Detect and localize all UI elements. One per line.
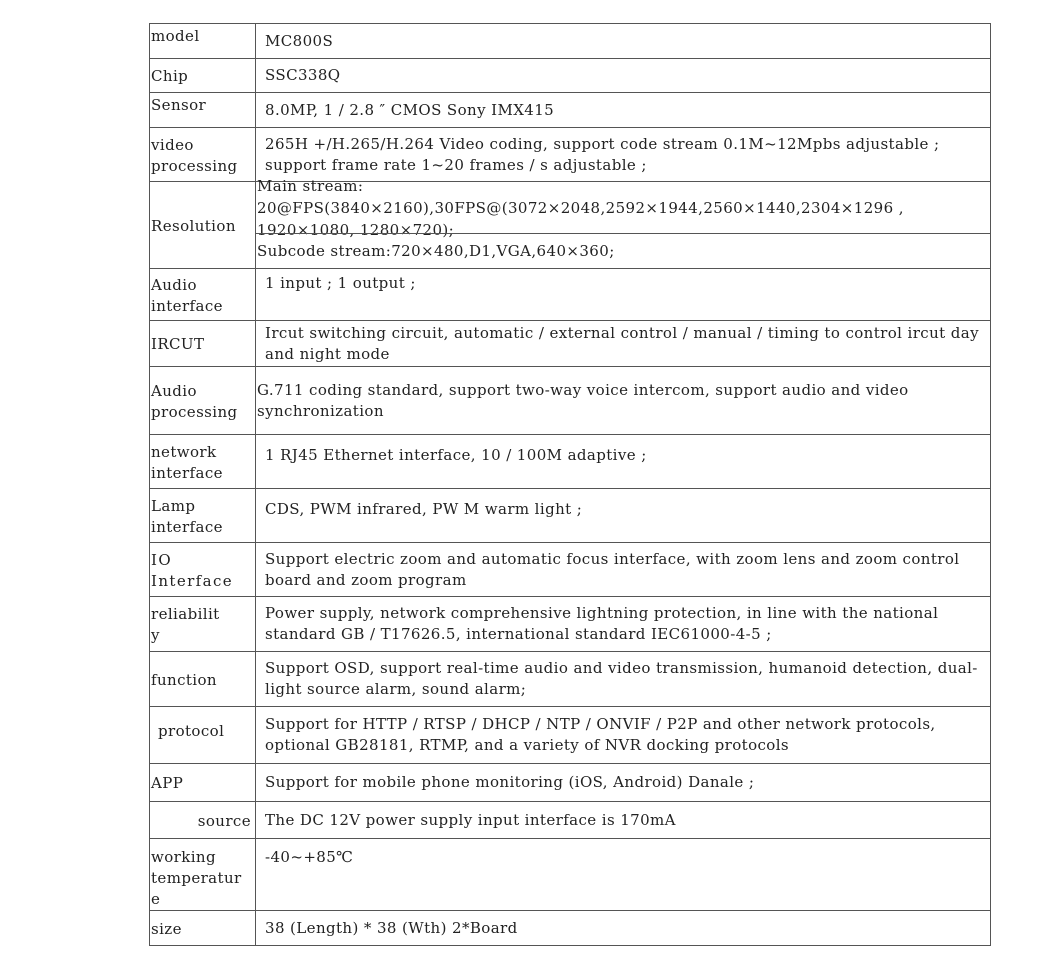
value-source: The DC 12V power supply input interface is 170mA [256, 802, 991, 838]
label-resolution: Resolution [150, 182, 256, 268]
value-working-temperature: -40~+85℃ [256, 839, 991, 910]
table-row-app [150, 764, 991, 802]
value-size: 38 (Length) * 38 (Wth) 2*Board [256, 911, 991, 945]
label-app: APP [150, 764, 256, 801]
label-audio-interface: Audio interface [150, 269, 256, 320]
value-io-interface: Support electric zoom and automatic focus interface, with zoom lens and zoom control board and zoom program [256, 543, 991, 596]
label-source: source [150, 802, 256, 838]
label-function: function [150, 652, 256, 706]
label-video-processing: video processing [150, 128, 256, 181]
table-row-function [150, 652, 991, 707]
value-network-interface: 1 RJ45 Ethernet interface, 10 / 100M adaptive ; [256, 435, 991, 488]
table-row-sensor [150, 93, 991, 128]
table-row-size [150, 911, 991, 946]
value-chip: SSC338Q [256, 59, 991, 92]
label-working-temperature: working temperatur e [150, 839, 256, 910]
table-row-audio-processing [150, 367, 991, 435]
value-sensor: 8.0MP, 1 / 2.8 ″ CMOS Sony IMX415 [256, 93, 991, 127]
value-main-stream: Main stream: 20@FPS(3840×2160),30FPS@(3072×2048,2592×1944,2560×1440,2304×1296 , 1920×1080, 1280×720); [257, 176, 904, 239]
label-ircut: IRCUT [150, 321, 256, 366]
value-app: Support for mobile phone monitoring (iOS, Android) Danale ; [256, 764, 991, 801]
value-video-processing: 265H +/H.265/H.264 Video coding, support code stream 0.1M~12Mpbs adjustable ; support frame rate 1~20 frames / s adjustable ; [256, 128, 991, 181]
label-audio-processing: Audio processing [150, 367, 256, 434]
label-chip: Chip [150, 59, 256, 92]
label-io-interface: IO Interface [150, 543, 256, 596]
resolution-values [256, 176, 991, 268]
table-row-audio-interface [150, 269, 991, 321]
value-audio-interface: 1 input ; 1 output ; [256, 269, 991, 320]
table-row-working-temperature [150, 839, 991, 911]
spec-table [149, 23, 991, 946]
table-row-protocol [150, 707, 991, 764]
label-sensor: Sensor [150, 93, 256, 127]
table-row-lamp-interface [150, 489, 991, 543]
table-row-source [150, 802, 991, 839]
label-model: model [150, 24, 256, 58]
value-function: Support OSD, support real-time audio and video transmission, humanoid detection, dual-light source alarm, sound alarm; [256, 652, 991, 706]
label-protocol: protocol [150, 707, 256, 763]
value-protocol: Support for HTTP / RTSP / DHCP / NTP / ONVIF / P2P and other network protocols, optional GB28181, RTMP, and a variety of NVR docking protocols [256, 707, 991, 763]
table-row-reliability [150, 597, 991, 652]
table-row-resolution [150, 176, 991, 269]
table-row-model [150, 24, 991, 59]
label-lamp-interface: Lamp interface [150, 489, 256, 542]
value-reliability: Power supply, network comprehensive lightning protection, in line with the national standard GB / T17626.5, international standard IEC61000-4-5 ; [256, 597, 991, 651]
table-row-ircut [150, 321, 991, 367]
label-size: size [150, 911, 256, 945]
label-network-interface: network interface [150, 435, 256, 488]
value-audio-processing: G.711 coding standard, support two-way voice intercom, support audio and video synchronization [256, 367, 991, 434]
label-reliability: reliabilit y [150, 597, 256, 651]
value-sub-stream: Subcode stream:720×480,D1,VGA,640×360; [256, 233, 990, 267]
value-lamp-interface: CDS, PWM infrared, PW M warm light ; [256, 489, 991, 542]
table-row-io-interface [150, 543, 991, 597]
table-row-chip [150, 59, 991, 93]
value-model: MC800S [256, 24, 991, 58]
value-ircut: Ircut switching circuit, automatic / external control / manual / timing to control ircut day and night mode [256, 321, 991, 366]
table-row-network-interface [150, 435, 991, 489]
